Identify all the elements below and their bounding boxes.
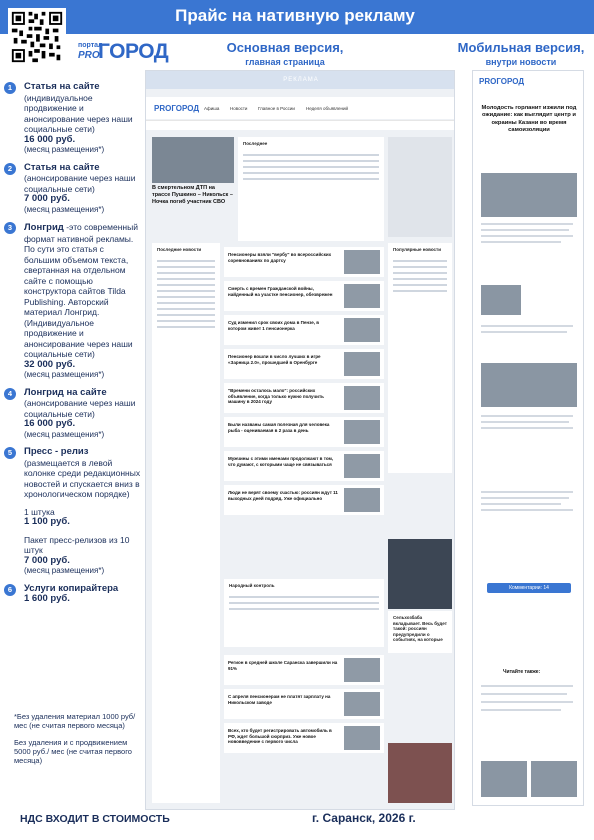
feed-item-image — [344, 726, 380, 750]
main-version-heading — [205, 40, 365, 67]
site-ad-banner — [146, 71, 455, 89]
note-2: Без удаления и с продвижением 5000 руб./ мес (не считая первого месяца) — [14, 738, 132, 765]
text-line — [229, 602, 379, 604]
offer-price: 16 000 руб. — [24, 418, 76, 429]
feed-item[interactable] — [224, 655, 384, 685]
text-line — [481, 503, 561, 505]
feed-item-image — [344, 250, 380, 274]
page-title: Прайс на нативную рекламу — [175, 6, 415, 25]
feed-item[interactable] — [224, 485, 384, 515]
mobile-thumb[interactable] — [531, 761, 577, 797]
mobile-inline-image — [481, 285, 521, 315]
text-line — [481, 331, 567, 333]
offer-quantity: 1 штука — [24, 506, 55, 517]
mobile-screenshot — [472, 70, 584, 806]
offer-price: 16 000 руб. — [24, 133, 76, 145]
feed-item[interactable] — [224, 451, 384, 481]
text-line — [481, 491, 573, 493]
offer-title: Статья на сайте — [24, 81, 100, 92]
latest-panel — [238, 137, 384, 241]
text-line — [243, 178, 379, 180]
hero-image[interactable] — [152, 137, 234, 183]
text-line — [481, 229, 569, 231]
mobile-version-subtitle: внутри новости — [485, 57, 557, 67]
vat-note: НДС ВХОДИТ В СТОИМОСТЬ — [20, 813, 170, 825]
offer-description: (индивидуальное продвижение и анонсирование через наши социальные сети) — [24, 92, 133, 134]
left-news-column — [152, 243, 220, 803]
offer-title: Пресс - релиз — [24, 446, 89, 457]
text-line — [481, 241, 561, 243]
feed-item-title: Регион в средней школе Саранска завершили на 91% — [228, 660, 338, 671]
text-line — [481, 415, 573, 417]
text-line — [157, 260, 215, 262]
offer-item — [4, 388, 142, 441]
feed-item[interactable] — [224, 247, 384, 277]
site-nav-item[interactable]: Неделя объявлений — [306, 106, 349, 111]
popular-column-title: Популярные новости — [393, 247, 442, 252]
text-line — [393, 278, 447, 280]
feed-item-image — [344, 352, 380, 376]
text-line — [157, 326, 215, 328]
feed-item-title: Всех, кто будет регистрировать автомобиль в РФ, ждет большой сюрприз. Уже новое нововведение с первого числа — [228, 728, 332, 745]
text-line — [243, 172, 379, 174]
mobile-article-image — [481, 173, 577, 217]
text-line — [157, 320, 215, 322]
hero-caption[interactable]: В смертельном ДТП на трассе Пушкино – Никольск – Ночка погиб участник СВО — [152, 185, 233, 205]
offer-price: 7 000 руб. — [24, 193, 70, 204]
qr-code[interactable] — [8, 8, 66, 66]
text-line — [229, 596, 379, 598]
text-line — [229, 608, 379, 610]
site-navbar — [146, 97, 455, 119]
pricing-notes — [14, 712, 146, 765]
site-nav-item[interactable]: Новости — [230, 106, 248, 111]
text-line — [157, 278, 215, 280]
feed-item-title: Пенсионеры взяли "вербу" во всероссийских соревнованиях по дартсу — [228, 252, 332, 263]
offer-number: 6 — [4, 584, 16, 596]
left-column-title: Последние новости — [157, 247, 202, 252]
text-line — [243, 166, 379, 168]
side-story-image[interactable] — [388, 539, 452, 609]
offer-item — [4, 163, 142, 216]
offer-number: 1 — [4, 82, 16, 94]
offer-item — [4, 222, 142, 381]
text-line — [481, 685, 573, 687]
logo-gorod-text: ГОРОД — [98, 40, 169, 63]
offer-period: (месяц размещения*) — [24, 145, 105, 154]
feed-item-title: Были названы самая полезная для человека рыба - оцениваемая в 2 раза в день — [228, 422, 330, 433]
text-line — [481, 427, 573, 429]
note-1: *Без удаления материал 1000 руб/ мес (не считая первого месяца) — [14, 712, 136, 730]
mobile-article-image — [481, 363, 577, 407]
text-line — [481, 701, 573, 703]
feed-item-title: С апреля пенсионерам не платят зарплату на Никольском заводе — [228, 694, 331, 705]
popular-news-column — [388, 243, 452, 473]
offer-number: 2 — [4, 163, 16, 175]
read-also-title: Читайте также: — [503, 669, 541, 675]
feed-item-title: "Времени осталось мало": российских объявление, когда только нужно получить машину в 2024 году — [228, 388, 324, 405]
comments-button-label: Комментарии: 14 — [509, 585, 549, 591]
offer-number: 3 — [4, 222, 16, 234]
feed-item-title: Суд изменил срок своих дома в Пензе, в котором живет 1 пенсионерка — [228, 320, 320, 331]
text-line — [481, 421, 569, 423]
feed-item[interactable] — [224, 723, 384, 753]
latest-panel-title: Последнее — [243, 141, 268, 146]
offer-period: (месяц размещения*) — [24, 566, 105, 575]
text-line — [157, 302, 215, 304]
text-line — [393, 272, 447, 274]
offer-price: 1 100 руб. — [24, 516, 70, 527]
side-story[interactable] — [388, 611, 452, 653]
offer-title: Услуги копирайтера — [24, 582, 119, 594]
feed-item-image — [344, 692, 380, 716]
site-logo[interactable]: PROГОРОД — [154, 104, 200, 113]
city-year: г. Саранск, 2026 г. — [312, 811, 416, 825]
pro-gorod-logo[interactable] — [78, 38, 178, 66]
feed-item-image — [344, 318, 380, 342]
text-line — [481, 709, 561, 711]
offer-number: 4 — [4, 388, 16, 400]
feed-item-image — [344, 386, 380, 410]
feed-item-image — [344, 658, 380, 682]
qr-code-icon — [10, 10, 64, 64]
main-version-subtitle: главная страница — [245, 57, 325, 67]
offer-item — [4, 447, 142, 577]
offer-price: 1 600 руб. — [24, 593, 70, 604]
offer-title: Статья на сайте — [24, 161, 100, 173]
comments-button[interactable] — [487, 583, 571, 593]
offer-quantity: Пакет пресс-релизов из 10 штук — [24, 534, 130, 555]
offer-description: (анонсирование через наши социальные сети) — [24, 173, 136, 194]
offer-description: (размещается в левой колонке среди редакционных новостей и спускается вниз в хронологическом порядке) — [24, 457, 141, 499]
offer-title: Лонгрид на сайте — [24, 386, 107, 398]
train-image[interactable] — [388, 743, 452, 803]
text-line — [481, 509, 573, 511]
mobile-version-title: Мобильная версия, — [457, 40, 585, 55]
text-line — [393, 284, 447, 286]
offer-item — [4, 82, 142, 156]
text-line — [157, 308, 215, 310]
offer-price: 32 000 руб. — [24, 358, 76, 370]
feed-item[interactable] — [224, 281, 384, 311]
spacer — [24, 500, 142, 507]
feed-item-image — [344, 420, 380, 444]
text-line — [481, 223, 573, 225]
mobile-thumb[interactable] — [481, 761, 527, 797]
feed-item-title: Люди не верят своему счастью: россиян ждут 11 выходных дней подряд. Уже официально — [228, 490, 338, 501]
main-site-screenshot — [145, 70, 455, 810]
logo-pro-text: PRO — [78, 50, 100, 61]
feed-item[interactable] — [224, 349, 384, 379]
text-line — [481, 497, 569, 499]
offer-item — [4, 584, 142, 605]
ad-placeholder — [388, 137, 452, 237]
feed-item-image — [344, 454, 380, 478]
feed-item-title: Смерть с времен Гражданской войны, найденный на участке пенсионер, обезврежен — [228, 286, 333, 297]
price-header-bar — [0, 0, 594, 34]
feed-item-title: Пенсионер вошли в число лучших в игре «Зарница 2.0», прошедшей в Оренбурге — [228, 354, 321, 365]
feed-item[interactable] — [224, 689, 384, 719]
text-line — [481, 693, 567, 695]
offer-period: (месяц размещения*) — [24, 204, 105, 214]
feed-item-image — [344, 488, 380, 512]
site-nav-item[interactable]: Афиша — [204, 106, 220, 111]
offer-number: 5 — [4, 447, 16, 459]
offer-price: 7 000 руб. — [24, 554, 70, 566]
offer-period: (месяц размещения*) — [24, 429, 105, 439]
text-line — [157, 296, 215, 298]
text-line — [157, 284, 215, 286]
feed-item[interactable] — [224, 315, 384, 345]
spacer — [14, 730, 146, 738]
text-line — [243, 154, 379, 156]
text-line — [393, 266, 447, 268]
main-version-title: Основная версия, — [226, 40, 344, 55]
offer-description: -это современный формат нативной рекламы. По сути это статья с большим объемом текста, свертанная на отдельном сайте с помощью конструктора сайтов Tilda Publishing. Авторский материал Лонгрид. (Индивидуальное продвижение и анонсирование через наши социальные сети) — [24, 222, 138, 359]
text-line — [393, 260, 447, 262]
text-line — [393, 290, 447, 292]
offers-list — [4, 82, 142, 612]
site-nav-item[interactable]: Главное в России — [258, 106, 295, 111]
text-line — [157, 272, 215, 274]
people-control-title: Народный контроль — [229, 583, 275, 588]
text-line — [481, 235, 573, 237]
text-line — [157, 266, 215, 268]
spacer — [24, 528, 142, 535]
text-line — [157, 290, 215, 292]
mobile-version-heading — [448, 40, 594, 67]
site-ad-text: РЕКЛАМА — [283, 77, 319, 83]
feed-item-title: Мужчины с этими именами продолжают в том, что думают, с которыми чаще не связываться — [228, 456, 334, 467]
offer-title: Лонгрид — [24, 222, 64, 233]
people-control-panel — [224, 579, 384, 647]
offer-period: (месяц размещения*) — [24, 370, 105, 379]
text-line — [243, 160, 379, 162]
mobile-headline: Молодость горланит изжили под ожидание: как выглядит центр и окраины Казани во время самоизоляции — [481, 105, 577, 133]
text-line — [481, 325, 573, 327]
site-subnav — [146, 120, 455, 130]
side-story-title: Сельхозбаба вкладывает. Весь будет такой: россиян предупредили о событиях, на которые — [393, 615, 447, 642]
text-line — [157, 314, 215, 316]
logo-portal-text: портал — [78, 42, 103, 49]
feed-item-image — [344, 284, 380, 308]
feed-item[interactable] — [224, 383, 384, 413]
offer-description: (анонсирование через наши социальные сети) — [24, 398, 136, 419]
mobile-logo[interactable]: PROГОРОД — [479, 77, 525, 86]
feed-item[interactable] — [224, 417, 384, 447]
